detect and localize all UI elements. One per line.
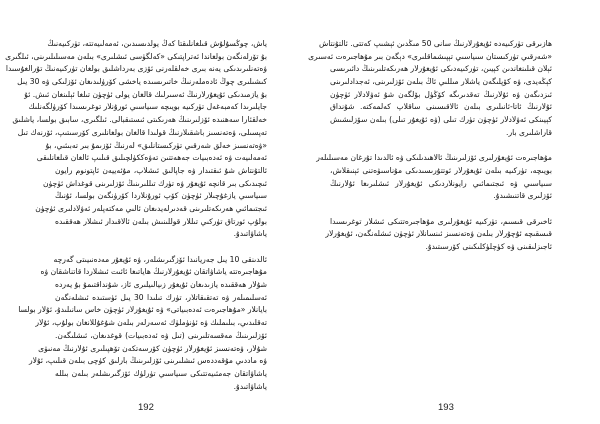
- text-line: ۋەتەنلىرىدىكى يەنە بىرى خەلقلەرنى ئۆزى بەرداشلىق بولغان تۈركىيەنىڭ تۇرالغۇسىدا: [5, 64, 267, 74]
- left-page-text: [5, 38, 267, 393]
- text-line: كېيىنكى ئەۋلادلار ئۈچۈن تۈرك تىلى (ۋە ئۇيغۇر تىلى) بىلەن سۆزلىشىش: [330, 115, 552, 125]
- text-line: ياش، چوڭسۇلۇش قىلغانلىقتا كەڭ يولدىسىدىن، ئەمەلىيەتتە، تۈركىيەنىڭ: [47, 39, 267, 48]
- text-line: بولۇپ ئورتاق تۈركىي تىللار قوللىنىش بىلەن ئالاقىدار ئىشلار ھەققىدە: [55, 216, 267, 226]
- text-line: مۇھاجىرەت ئۇيغۇرلىرى ئۆزلىرىنىڭ ئالاھىدىلىكى ۋە ئالدىدا تۇرغان مەسىلىلەر: [316, 153, 552, 163]
- right-page: [300, 0, 600, 424]
- text-line: سىياسىي ۋە ئىجتىمائىي رايونلاردىكى ئۇيغۇرلار ئىشلىرىغا ئۇلارنىڭ: [330, 178, 552, 188]
- text-line: ھازىرقى تۈركىيەدە ئۇيغۇرلارنىڭ سانى 50 مىڭدىن ئېشىپ كەتتى. ئالتۇنتاش: [318, 39, 552, 48]
- text-line: ئالدىنقى 10 يىل جەريانىدا ئۆزگىرىشلەر، ۋە ئۇيغۇر مەدەنىيىتى گەرچە: [53, 254, 267, 264]
- text-line: كېڭەيدى، ۋە كۆپلىگەن ياشلار مىللىي ئاڭ بىلەن ئۆزلىرىنى، ئەجدادلىرىنى: [330, 77, 552, 87]
- text-line: بايانلار «مۇھاجىرەت ئەدەبىياتى» ۋە ئۇيغۇرلار ئۈچۈن خاس سانىلىدۇ، ئۇلار بولسا: [18, 305, 267, 315]
- text-line: تەقلىدىي، بىلىملىك ۋە ئۈنۈملۈك ئەسەرلەر بىلەن شۇغۇللانغان بولۇپ، ئۇلار: [35, 318, 267, 328]
- text-line: ئۆزلىرىنىڭ مەقسەتلىرىنى (تىل ۋە ئەدەبىيات) قوغدىغان، ئىشلىگەن.: [55, 330, 267, 340]
- text-line: ئەمەلىيەت ۋە ئەدەبىيات جەھەتتىن تەۋەككۈلچىلىق قىلىپ ئالغان قىلغانلىقى: [36, 153, 267, 163]
- text-line: كىشىلىرى چوڭ ئادەملەرنىڭ خاتىرىسىدە ياخشى كۆرۈلىدىغان ئۆزلىكى ۋە 30 يىل: [17, 77, 267, 87]
- text-line: ئىجتىمائىي ھەرىكەتلىرىنى قەدىرلەيدىغان ئالىي مەكتەپلەر ئەۋلادلىرى ئۈچۈن: [35, 203, 267, 213]
- text-line: ئالتۇنتاش شۇ ئىقتىدار ۋە جاپالىق ئىشلاپ، مۇئەييەن ئاپتونوم رايون: [55, 165, 267, 175]
- text-line: ئۆزلىرى قاتنىشىدۇ.: [493, 191, 552, 201]
- paragraph-gap: [55, 241, 267, 254]
- text-line: ئېلان قىلىنغاندىن كېيىن، تۈركىيەدىكى ئۇيغۇرلار ھەرىكەتلىرىنىڭ دائىرىسى: [330, 64, 552, 74]
- text-line: قىسقىچە ئۇچۇرلار بىلەن ۋەتەنسىز ئىنسانلار ئۈچۈن ئىشلەنگەن، ئۇيغۇرلار: [325, 229, 552, 239]
- text-line: شۇلار ھەققىدە يازىدىغان ئۇيغۇر زىيالىيلىرى ئاز، شۇنداقتىمۇ بۇ يەردە: [55, 280, 267, 290]
- text-line: بۇ يازمىدىكى ئۇيغۇرلارنىڭ ئەسىرلىك قالغان يولى ئۈچۈن تىلغا ئېلىنغان ئىش. ئۇ: [24, 89, 267, 99]
- left-page-number: 192: [138, 402, 154, 413]
- text-line: شۇلار، ۋەتەنسىز ئۇيغۇرلار ئۈچۈن كۆرسەتكەن تۆھپىلىرى ئۇلارنىڭ مەنىۋى: [38, 343, 267, 353]
- right-page-number: 193: [438, 402, 454, 413]
- text-line: قاراشلىرى بار.: [506, 127, 552, 137]
- text-line: تەپسىلى، ۋەتەنسىز باشقىلارنىڭ قولىدا قالغان بولغانلىرى كۆرسىتىپ، ئۆرنەك تىل: [17, 127, 267, 137]
- text-line: سىياسىي يازغۇچىلار ئۈچۈن كۆپ ئورۇنلاردا كۆرۈنگەن بولسا، ئۇنىڭ: [55, 191, 267, 201]
- text-line: بۇ تۆرلەنگەن بولغاندا ئەتراپتىكى «كەلگۈسى ئىشلىرى» بىلەن مەسىلىلىرىنى، ئىلگىرى: [5, 51, 267, 61]
- paragraph-gap: [330, 203, 552, 216]
- text-line: ئىزدىگەن ۋە ئۇلارنىڭ تەقدىرىگە كۆڭۈل بۆلگەن شۇ ئەۋلادلار ئۈچۈن: [330, 89, 552, 99]
- text-line: مۇھاجىرەتتە ياشاۋاتقان ئۇيغۇرلارنىڭ ھاياتىغا ئائىت ئىشلاردا قاتناشقان ۋە: [40, 267, 267, 277]
- paragraph-gap: [330, 140, 552, 153]
- right-page-text: [308, 38, 552, 254]
- text-line: ياشاۋاتقان جەمئىيەتتىكى سىياسىي تۈرلۈك ئۆزگىرىشلەر بىلەن بىللە: [55, 368, 267, 378]
- text-line: «شەرقىي تۈركىستان سىياسىي تېپىشماقلىرى» دېگەن بىر مۇھاجىرەت ئەسىرى: [308, 51, 552, 61]
- text-line: ئەسلىمىلەر ۋە تەتقىقاتلار، تۈرك تىلىدا 30 يىل ئۈستىدە ئىشلەنگەن: [55, 292, 267, 302]
- text-line: ئۇلارنىڭ ئاتا-ئانىلىرى بىلەن ئالاقىسىنى ساقلاپ كەلمەكتە. شۇنداق: [330, 102, 552, 112]
- text-line: بويىچە، تۈركىيە بىلەن ئۇيغۇرلار ئوتتۇرىسىدىكى مۇناسىۋەتنى ئېنىقلاش،: [330, 165, 552, 175]
- text-line: ئىچىدىكى بىر قانچە ئۇيغۇر ۋە تۈرك تىللىرىنىڭ ئۆزلىرىنى قوغداش ئۈچۈن: [43, 178, 267, 188]
- text-line: خەلقئارا سەھنىدە ئۆزلىرىنىڭ ھەرىكىتى ئىستىقبالى. ئىلگىرى، سابىق بولسا، ياشلىق: [12, 115, 267, 125]
- text-line: ياشاۋاتىدۇ.: [233, 229, 267, 239]
- text-line: ئاخىرقى قىسىم، تۈركىيە ئۇيغۇرلىرى مۇھاجىرەتتىكى ئىشلار توغرىسىدا: [330, 216, 552, 226]
- text-line: ۋە ماددىي مۇقەددەس ئىشلىرىنى ئۆزلىرىنىڭ بارلىق كۈچى بىلەن قىلىپ، ئۇلار: [29, 356, 267, 366]
- text-line: «ۋەتەنسىز خەلق شەرقىي تۈركىستانلىق» لەرنىڭ ئۆزىمۇ بىر تەبىئىي، بۇ: [45, 140, 267, 150]
- text-line: ياشاۋاتىدۇ.: [233, 381, 267, 391]
- text-line: جايلىرىدا كەمبەغەل تۈركىيە بويىچە سىياسىي ئورۇنلار توغرىسىدا كۆرۈلگەنلىك: [28, 102, 267, 112]
- text-line: ئاجىزلىقىنى ۋە كۈچلۈكلىكىنى كۆرسىتىدۇ.: [425, 242, 552, 251]
